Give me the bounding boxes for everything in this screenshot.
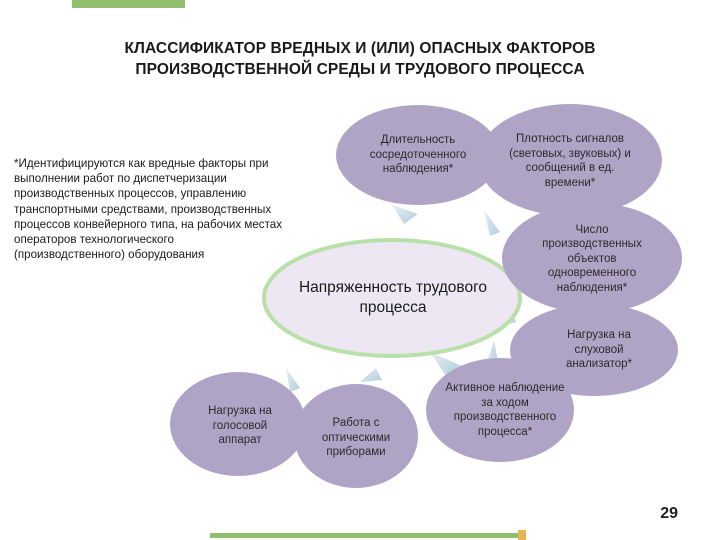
title-line-1: КЛАССИФИКАТОР ВРЕДНЫХ И (ИЛИ) ОПАСНЫХ ФАКТОРОВ — [124, 40, 596, 57]
arrow-bottom-left — [286, 368, 300, 392]
bubble-voice-label: Нагрузка на голосовой аппарат — [208, 405, 272, 447]
arrow-top — [392, 205, 418, 224]
bottom-accent-block — [518, 530, 526, 540]
title-line-2: ПРОИЗВОДСТВЕННОЙ СРЕДЫ И ТРУДОВОГО ПРОЦЕССА — [135, 61, 585, 78]
bubble-active-label: Активное наблюдение за ходом производственного процесса* — [445, 382, 565, 438]
arrow-bottom — [360, 368, 382, 382]
bubble-auditory-label: Нагрузка на слуховой анализатор* — [565, 329, 633, 371]
bubble-duration-label: Длительность сосредоточенного наблюдения* — [369, 134, 467, 176]
arrow-top-right — [484, 210, 500, 236]
center-label: Напряженность трудового процесса — [298, 279, 488, 316]
bubble-density-label: Плотность сигналов (световых, звуковых) и сообщений в ед. времени* — [509, 133, 631, 189]
bubble-optical-label: Работа с оптическими приборами — [321, 417, 391, 459]
footnote-text: *Идентифицируются как вредные факторы при выполнении работ по диспетчеризации производственных процессов, управлению транспортными средствами, производственных процессов конвейерного типа, на рабочих местах операторов технологического (производственного) оборудования — [14, 157, 283, 262]
page-number: 29 — [660, 505, 678, 522]
bottom-accent-line — [210, 533, 520, 538]
bubble-objects-label: Число производственных объектов одновременного наблюдения* — [542, 223, 642, 294]
